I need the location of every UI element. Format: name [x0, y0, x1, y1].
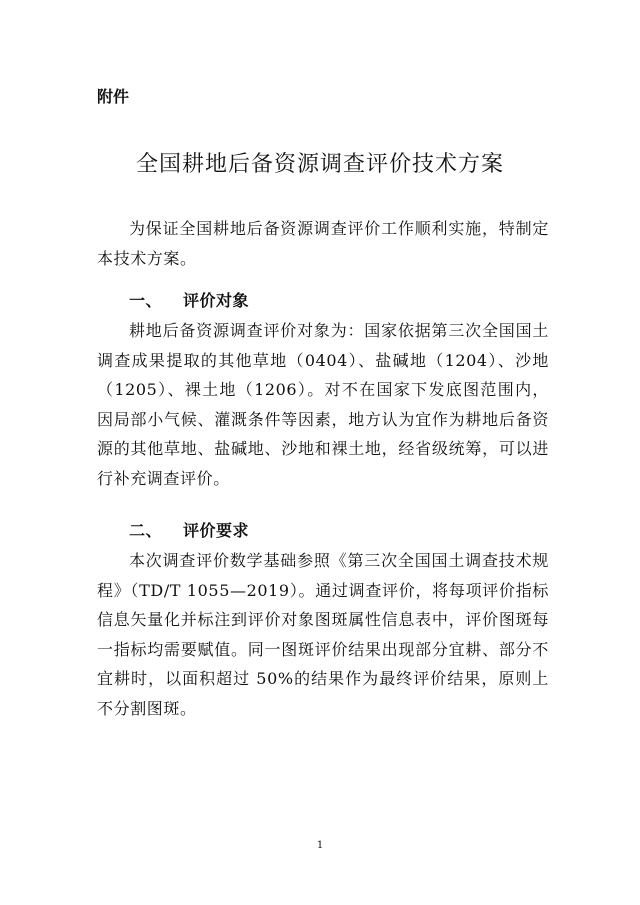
intro-paragraph: [97, 214, 549, 273]
section-paragraph-2: [97, 546, 549, 723]
section-paragraph-1: [97, 316, 549, 493]
attachment-label: 附件: [97, 87, 130, 106]
section-title-2: 评价要求: [183, 521, 250, 540]
document-title: 全国耕地后备资源调查评价技术方案: [135, 152, 504, 177]
section-title-1: 评价对象: [183, 291, 250, 310]
section-number-1: 一、: [129, 291, 163, 310]
section-heading-1: [129, 288, 249, 311]
intro-text: 为保证全国耕地后备资源调查评价工作顺利实施，特制定本技术方案。: [97, 219, 549, 268]
section-heading-2: [129, 518, 249, 541]
section-text-2: 本次调查评价数学基础参照《第三次全国国土调查技术规程》（TD/T 1055—2019）。通过调查评价，将每项评价指标信息矢量化并标注到评价对象图斑属性信息表中，评价图斑每一指标均需要赋值。同一图斑评价结果出现部分宜耕、部分不宜耕时，以面积超过 50%的结果作为最终评价结果，原则上不分割图斑。: [97, 551, 549, 718]
section-number-2: 二、: [129, 521, 163, 540]
page-number: 1: [316, 840, 324, 851]
section-text-1: 耕地后备资源调查评价对象为：国家依据第三次全国国土调查成果提取的其他草地（0404）、盐碱地（1204）、沙地（1205）、裸土地（1206）。对不在国家下发底图范围内，因局部小气候、灌溉条件等因素，地方认为宜作为耕地后备资源的其他草地、盐碱地、沙地和裸土地，经省级统筹，可以进行补充调查评价。: [97, 321, 549, 488]
